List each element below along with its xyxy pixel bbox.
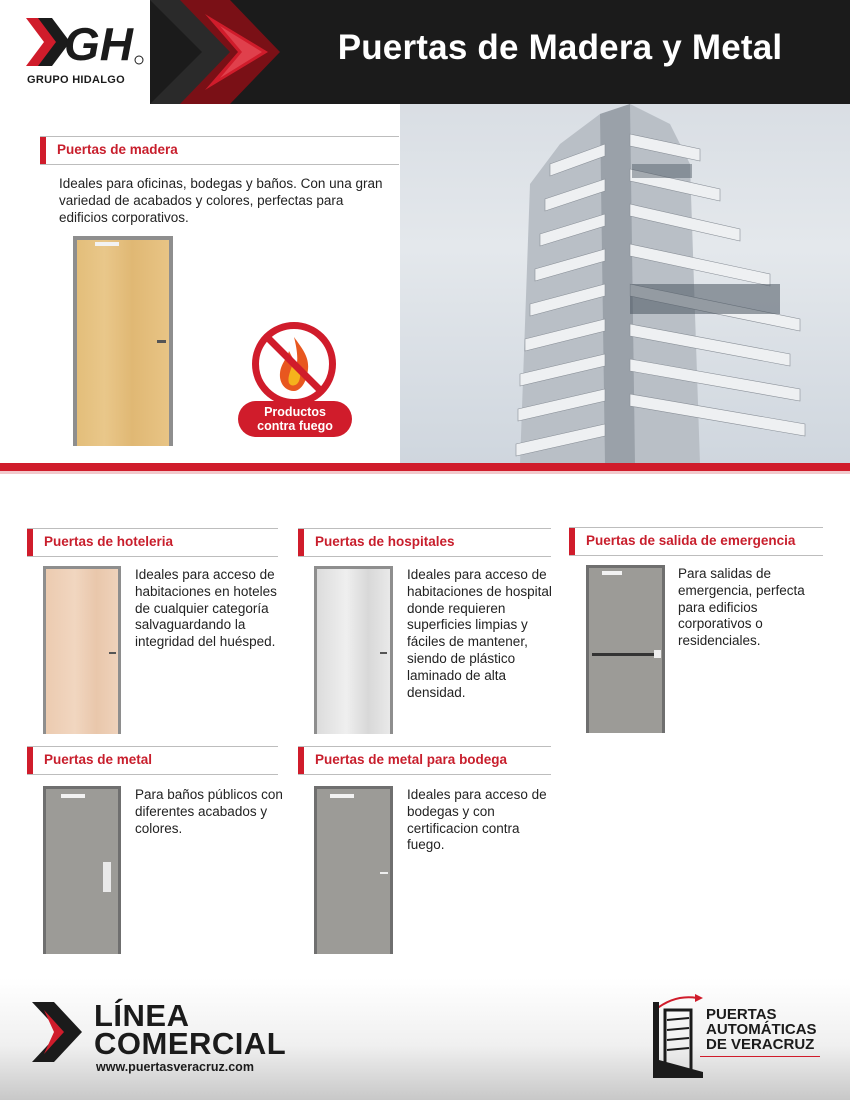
fire-products-badge xyxy=(238,401,352,437)
door-handle-icon xyxy=(380,872,388,874)
brand-underline xyxy=(700,1056,820,1057)
brand-line-2: AUTOMÁTICAS xyxy=(706,1021,817,1038)
badge-line-2: contra fuego xyxy=(257,419,333,433)
section-accent-bar xyxy=(298,529,304,556)
footer-website-link[interactable]: www.puertasveracruz.com xyxy=(96,1060,254,1074)
footer-line-2: COMERCIAL xyxy=(94,1026,287,1061)
section-title-bodega: Puertas de metal para bodega xyxy=(315,752,508,767)
description-hoteleria: Ideales para acceso de habitaciones en hoteles de cualquier categoría salvaguardando la integridad del huésped. xyxy=(135,567,277,650)
section-title-hoteleria: Puertas de hoteleria xyxy=(44,534,174,549)
section-header-bodega xyxy=(298,746,551,775)
door-image-metal xyxy=(43,786,121,954)
gh-logo xyxy=(24,14,148,72)
flame-icon xyxy=(259,329,329,399)
door-image-hospitales xyxy=(314,566,393,734)
red-divider-shadow xyxy=(0,471,850,474)
panic-bar-end-icon xyxy=(654,650,661,658)
description-emergencia: Para salidas de emergencia, perfecta para edificios corporativos o residenciales. xyxy=(678,566,805,649)
logo-subtitle: GRUPO HIDALGO xyxy=(27,74,126,86)
section-header-metal xyxy=(27,746,278,775)
automatic-door-logo-icon xyxy=(645,990,705,1080)
section-accent-bar xyxy=(298,747,304,774)
building-photo xyxy=(400,104,850,464)
no-fire-icon xyxy=(252,322,336,406)
door-closer-icon xyxy=(95,242,119,246)
section-header-hoteleria xyxy=(27,528,278,557)
keypad-lock-icon xyxy=(103,862,111,892)
header-chevron-decoration xyxy=(150,0,290,104)
section-title-metal: Puertas de metal xyxy=(44,752,153,767)
brand-line-3: DE VERACRUZ xyxy=(706,1036,815,1053)
door-handle-icon xyxy=(380,652,387,654)
section-header-emergencia xyxy=(569,527,823,556)
panic-bar-icon xyxy=(592,653,660,656)
badge-line-1: Productos xyxy=(264,405,326,419)
brand-line-1: PUERTAS xyxy=(706,1006,777,1023)
footer-brand xyxy=(706,1007,817,1052)
section-accent-bar xyxy=(569,528,575,555)
door-image-emergencia xyxy=(586,565,665,733)
description-bodega: Ideales para acceso de bodegas y con certificacion contra fuego. xyxy=(407,787,547,853)
skyscraper-illustration xyxy=(400,104,850,464)
door-handle-icon xyxy=(109,652,116,654)
door-closer-icon xyxy=(602,571,622,575)
section-accent-bar xyxy=(27,747,33,774)
section-title-emergencia: Puertas de salida de emergencia xyxy=(586,533,796,548)
section-title-madera: Puertas de madera xyxy=(57,142,178,157)
footer-chevron-icon xyxy=(30,1002,86,1062)
door-closer-icon xyxy=(61,794,85,798)
section-title-hospitales: Puertas de hospitales xyxy=(315,534,455,549)
section-accent-bar xyxy=(40,137,46,164)
red-divider-band xyxy=(0,463,850,471)
logo-mark-text: GH xyxy=(64,18,133,70)
door-handle-icon xyxy=(157,340,166,343)
description-metal: Para baños públicos con diferentes acabados y colores. xyxy=(135,787,283,836)
section-accent-bar xyxy=(27,529,33,556)
footer-line-1: LÍNEA xyxy=(94,998,190,1033)
description-madera: Ideales para oficinas, bodegas y baños. Con una gran variedad de acabados y colores, perfectas para edificios corporativos. xyxy=(59,176,383,225)
section-header-madera xyxy=(40,136,399,165)
door-image-hoteleria xyxy=(43,566,121,734)
description-hospitales: Ideales para acceso de habitaciones de hospital donde requieren superficies limpias y fáciles de mantener, siendo de plástico laminado de alta densidad. xyxy=(407,567,552,700)
page-title: Puertas de Madera y Metal xyxy=(337,28,783,67)
door-image-madera xyxy=(73,236,173,446)
door-image-bodega xyxy=(314,786,393,954)
section-header-hospitales xyxy=(298,528,551,557)
door-closer-icon xyxy=(330,794,354,798)
